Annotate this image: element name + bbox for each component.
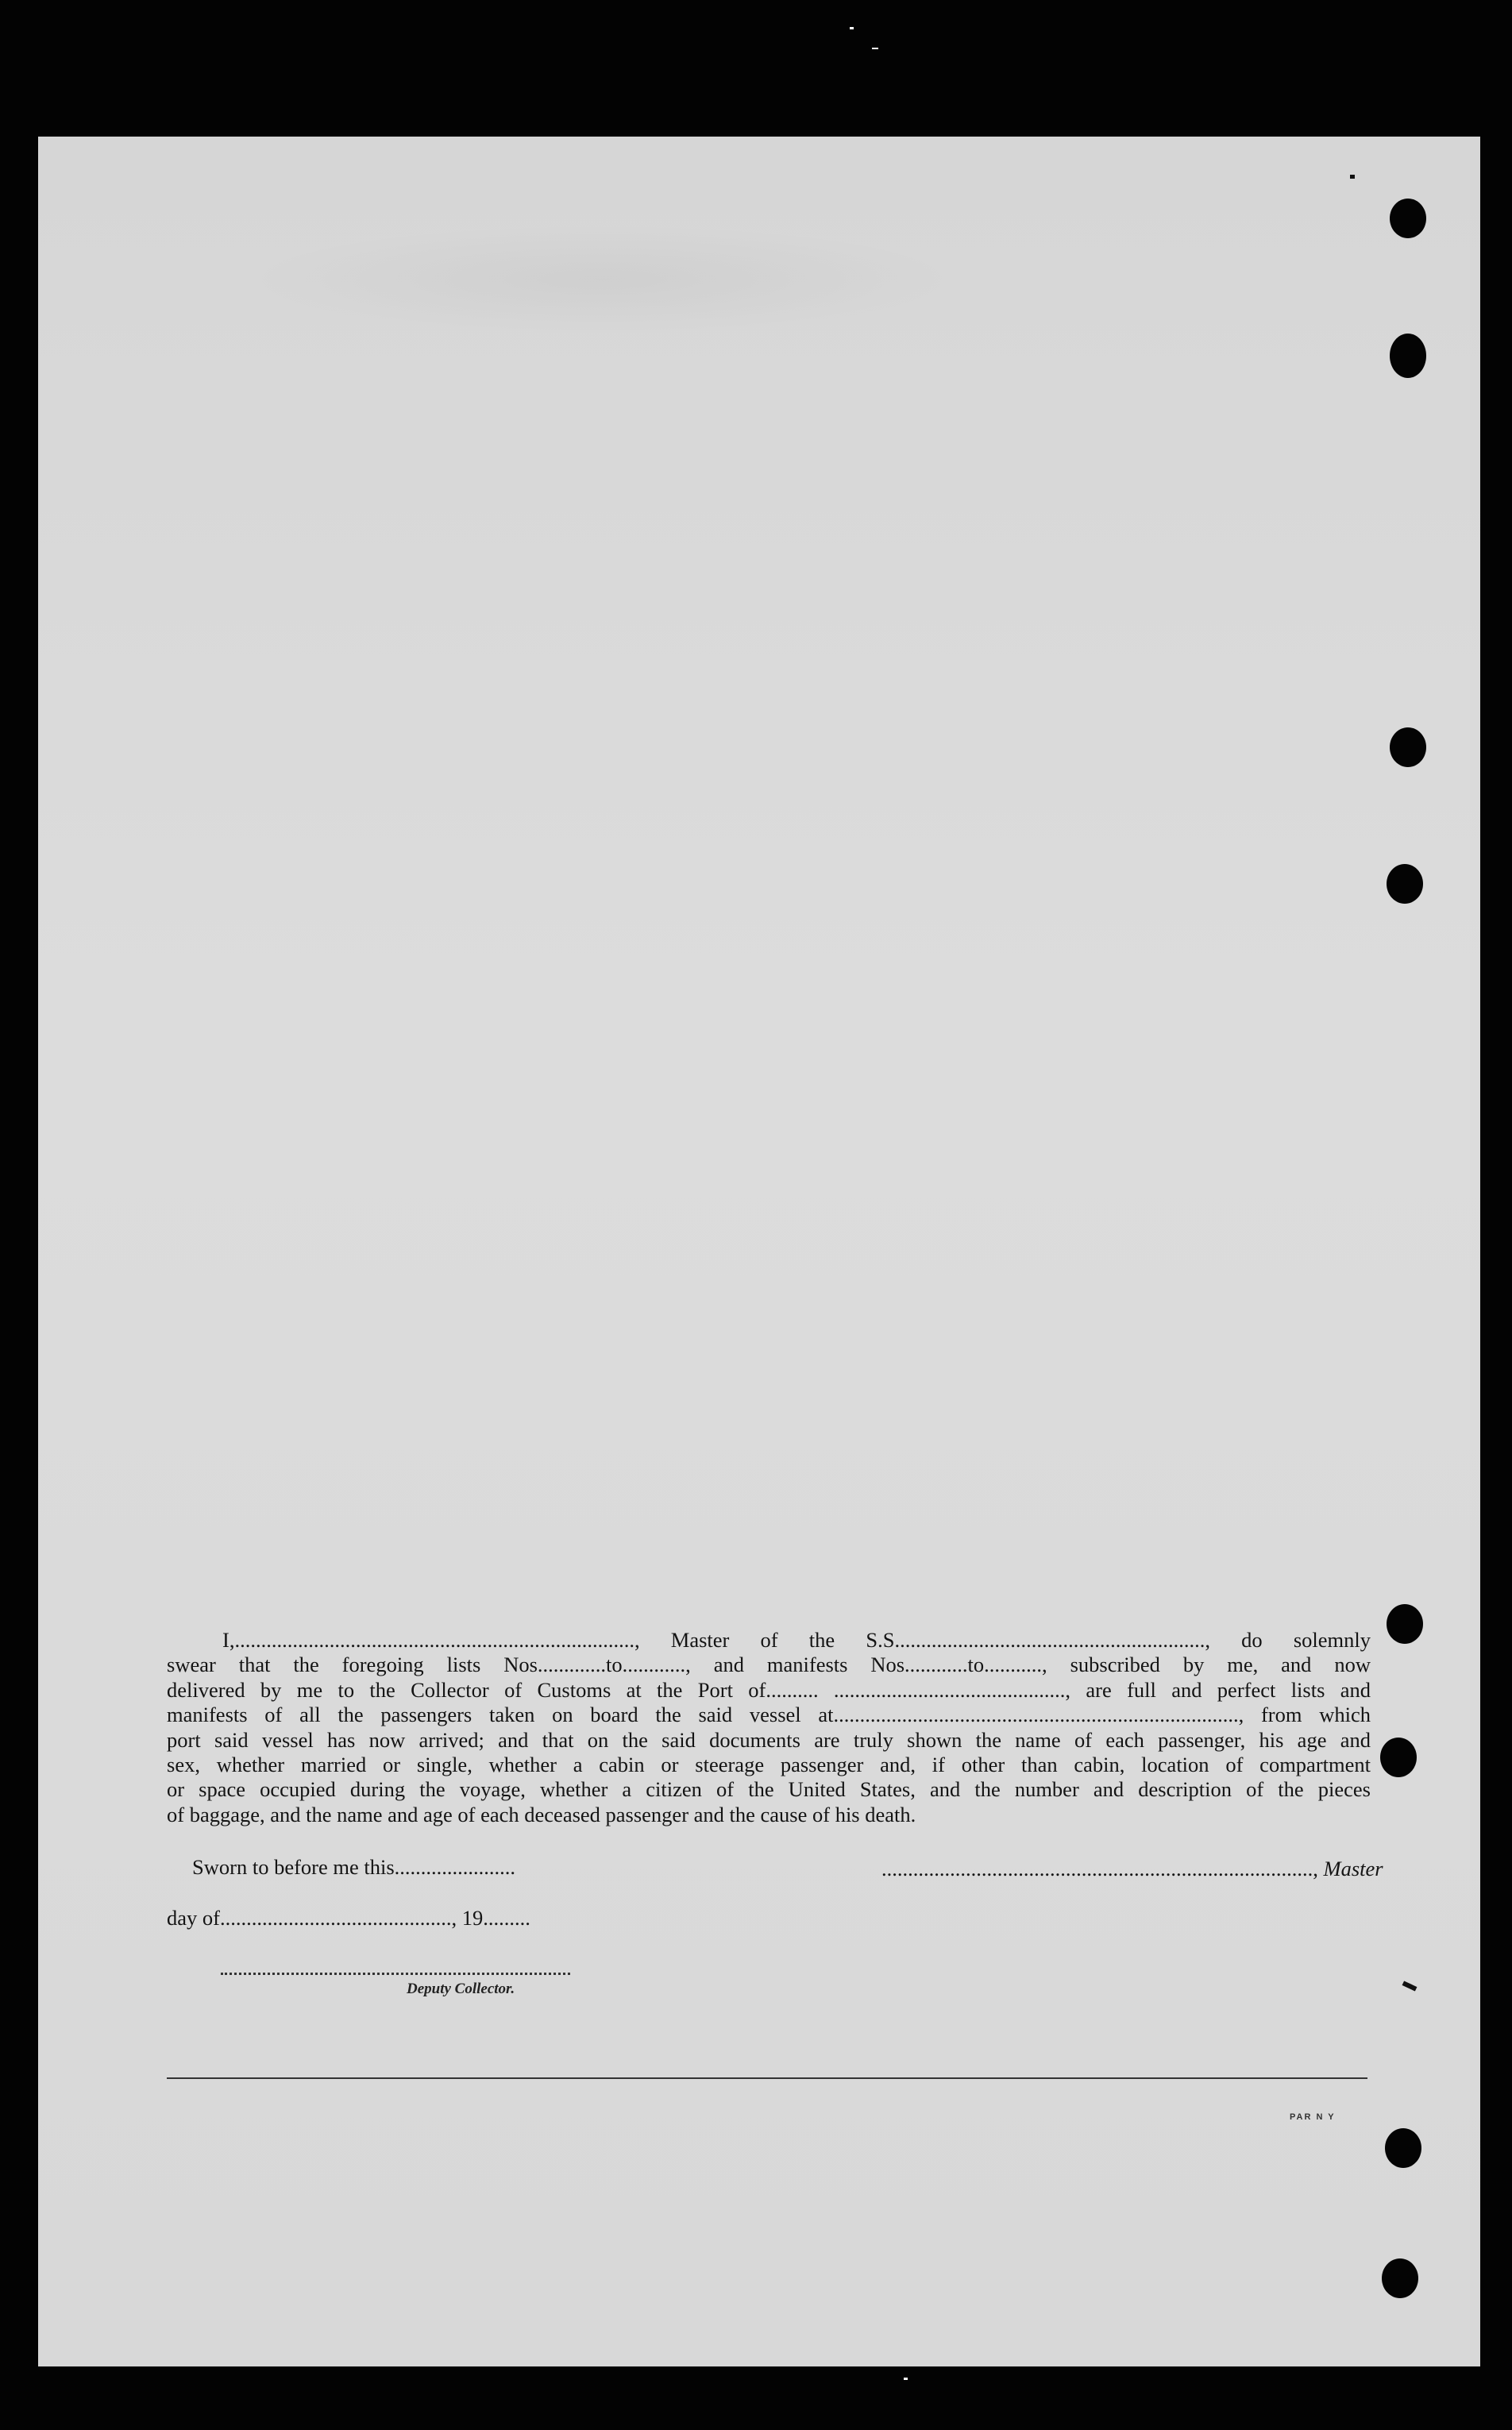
edge-mark: [1402, 1981, 1418, 1991]
sworn-before-me-line: Sworn to before me this.......................: [192, 1855, 516, 1879]
punch-hole: [1387, 1604, 1423, 1644]
oath-line: manifests of all the passengers taken on board the said vessel at............................................................................., from which: [167, 1703, 1371, 1727]
punch-hole: [1387, 864, 1423, 904]
master-signature-dots: ..................................................................................,: [881, 1857, 1318, 1880]
bottom-rule: [167, 2077, 1367, 2079]
oath-line: port said vessel has now arrived; and that on the said documents are truly shown the name of each passenger, his age and: [167, 1727, 1371, 1752]
day-of-line: day of............................................, 19.........: [167, 1906, 530, 1930]
document-page: [38, 137, 1480, 2366]
deputy-collector-label: Deputy Collector.: [407, 1981, 515, 1997]
punch-hole: [1380, 1738, 1417, 1777]
oath-line: swear that the foregoing lists Nos.............to............, and manifests Nos............to..........., subscribed by me, and now: [167, 1653, 1371, 1677]
oath-line: delivered by me to the Collector of Customs at the Port of.......... ............................................, are full and perfect lists and: [167, 1677, 1371, 1702]
printer-mark: PAR N Y: [1290, 2112, 1336, 2122]
punch-hole: [1390, 199, 1426, 238]
punch-hole: [1385, 2128, 1421, 2168]
faded-bleed-through: [245, 224, 959, 335]
oath-line: of baggage, and the name and age of each deceased passenger and the cause of his death.: [167, 1802, 916, 1826]
oath-line: sex, whether married or single, whether a cabin or steerage passenger and, if other than cabin, location of compartment: [167, 1753, 1371, 1777]
edge-mark: [1350, 175, 1355, 179]
deputy-collector-signature-line: [221, 1973, 570, 1975]
oath-paragraph: [167, 1628, 1371, 1827]
oath-line: I,............................................................................, Master of the S.S..........................................................., do solemnly: [222, 1628, 1371, 1652]
scan-speck: [850, 27, 854, 29]
punch-hole: [1382, 2258, 1418, 2298]
oath-line: or space occupied during the voyage, whether a citizen of the United States, and the number and description of the pieces: [167, 1777, 1371, 1802]
scan-speck: [872, 48, 878, 49]
master-label: Master: [1323, 1857, 1383, 1880]
master-signature-line: [881, 1857, 1383, 1881]
punch-hole: [1390, 334, 1426, 378]
scan-speck: [904, 2378, 908, 2380]
punch-hole: [1390, 727, 1426, 767]
